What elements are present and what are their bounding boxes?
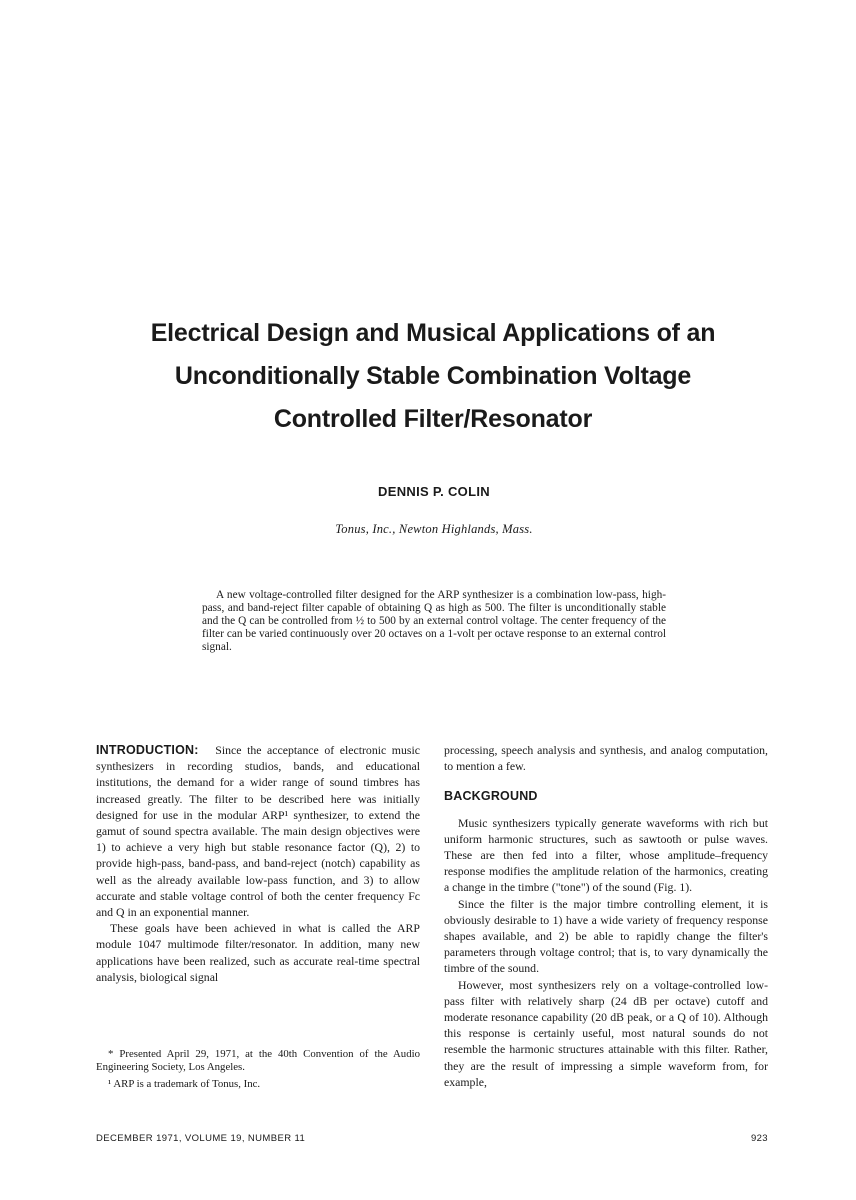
left-column <box>96 742 420 1042</box>
intro-text: Since the acceptance of electronic music synthesizers in recording studios, bands, and educational institutions, the demand for a wider range of sound timbres has increased greatly. The filter to be described here was initially designed for use in the modular ARP¹ synthesizer, to extend the gamut of sound spectra available. The main design objectives were 1) to achieve a very high but stable resonance factor (Q), 2) to provide high-pass, band-pass, and band-reject (notch) capability as well as the already available low-pass function, and 3) to allow accurate and stable voltage control of both the center frequency Fc and Q in an exponential manner. <box>96 743 420 920</box>
background-paragraph-3: However, most synthesizers rely on a voltage-controlled low-pass filter with relatively sharp (24 dB per octave) cutoff and moderate resonance capability (20 dB peak, or a Q of 10). Although this response is certainly useful, most natural sounds do not resemble the harmonic structures attainable with this filter. Rather, they are the result of impressing a simple waveform from, for example, <box>444 977 768 1089</box>
paper-title <box>100 312 766 441</box>
background-paragraph-1: Music synthesizers typically generate waveforms with rich but uniform harmonic structures, such as sawtooth or pulse waves. These are then fed into a filter, whose amplitude–frequency response modifies the amplitude relation of the harmonics, creating a change in the timbre ("tone") of the sound (Fig. 1). <box>444 815 768 895</box>
continuation-paragraph: processing, speech analysis and synthesis, and analog computation, to mention a few. <box>444 743 768 774</box>
page-number: 923 <box>750 1133 768 1144</box>
footnotes <box>96 1048 420 1095</box>
background-paragraph-2: Since the filter is the major timbre controlling element, it is obviously desirable to 1) have a wide variety of frequency response shapes available, and 2) be able to rapidly change the filter's parameters through voltage control; that is, to vary dynamically the timbre of the sound. <box>444 896 768 976</box>
journal-footer: DECEMBER 1971, VOLUME 19, NUMBER 11 <box>96 1133 306 1144</box>
abstract: A new voltage-controlled filter designed for the ARP synthesizer is a combination low-pass, high-pass, and band-reject filter capable of obtaining Q as high as 500. The filter is unconditionally stable and the Q can be controlled from ½ to 500 by an external control voltage. The center frequency of the filter can be varied continuously over 20 octaves on a 1-volt per octave response to an external control signal. <box>202 589 666 653</box>
footnote-presented: * Presented April 29, 1971, at the 40th Convention of the Audio Engineering Society, Los Angeles. <box>96 1048 420 1073</box>
right-column <box>444 742 768 1090</box>
intro-paragraph <box>96 742 420 920</box>
footnote-trademark: ¹ ARP is a trademark of Tonus, Inc. <box>108 1078 261 1090</box>
title-line-3: Controlled Filter/Resonator <box>273 405 593 433</box>
intro-heading: INTRODUCTION: <box>96 743 199 757</box>
title-line-1: Electrical Design and Musical Applications of an <box>150 319 716 347</box>
background-heading: BACKGROUND <box>444 789 538 804</box>
title-line-2: Unconditionally Stable Combination Voltage <box>174 362 692 390</box>
author-affiliation: Tonus, Inc., Newton Highlands, Mass. <box>335 522 533 536</box>
intro-paragraph-2: These goals have been achieved in what is called the ARP module 1047 multimode filter/resonator. In addition, many new applications have been realized, such as accurate real-time spectral analysis, biological signal <box>96 921 420 984</box>
author-name: DENNIS P. COLIN <box>378 484 490 499</box>
